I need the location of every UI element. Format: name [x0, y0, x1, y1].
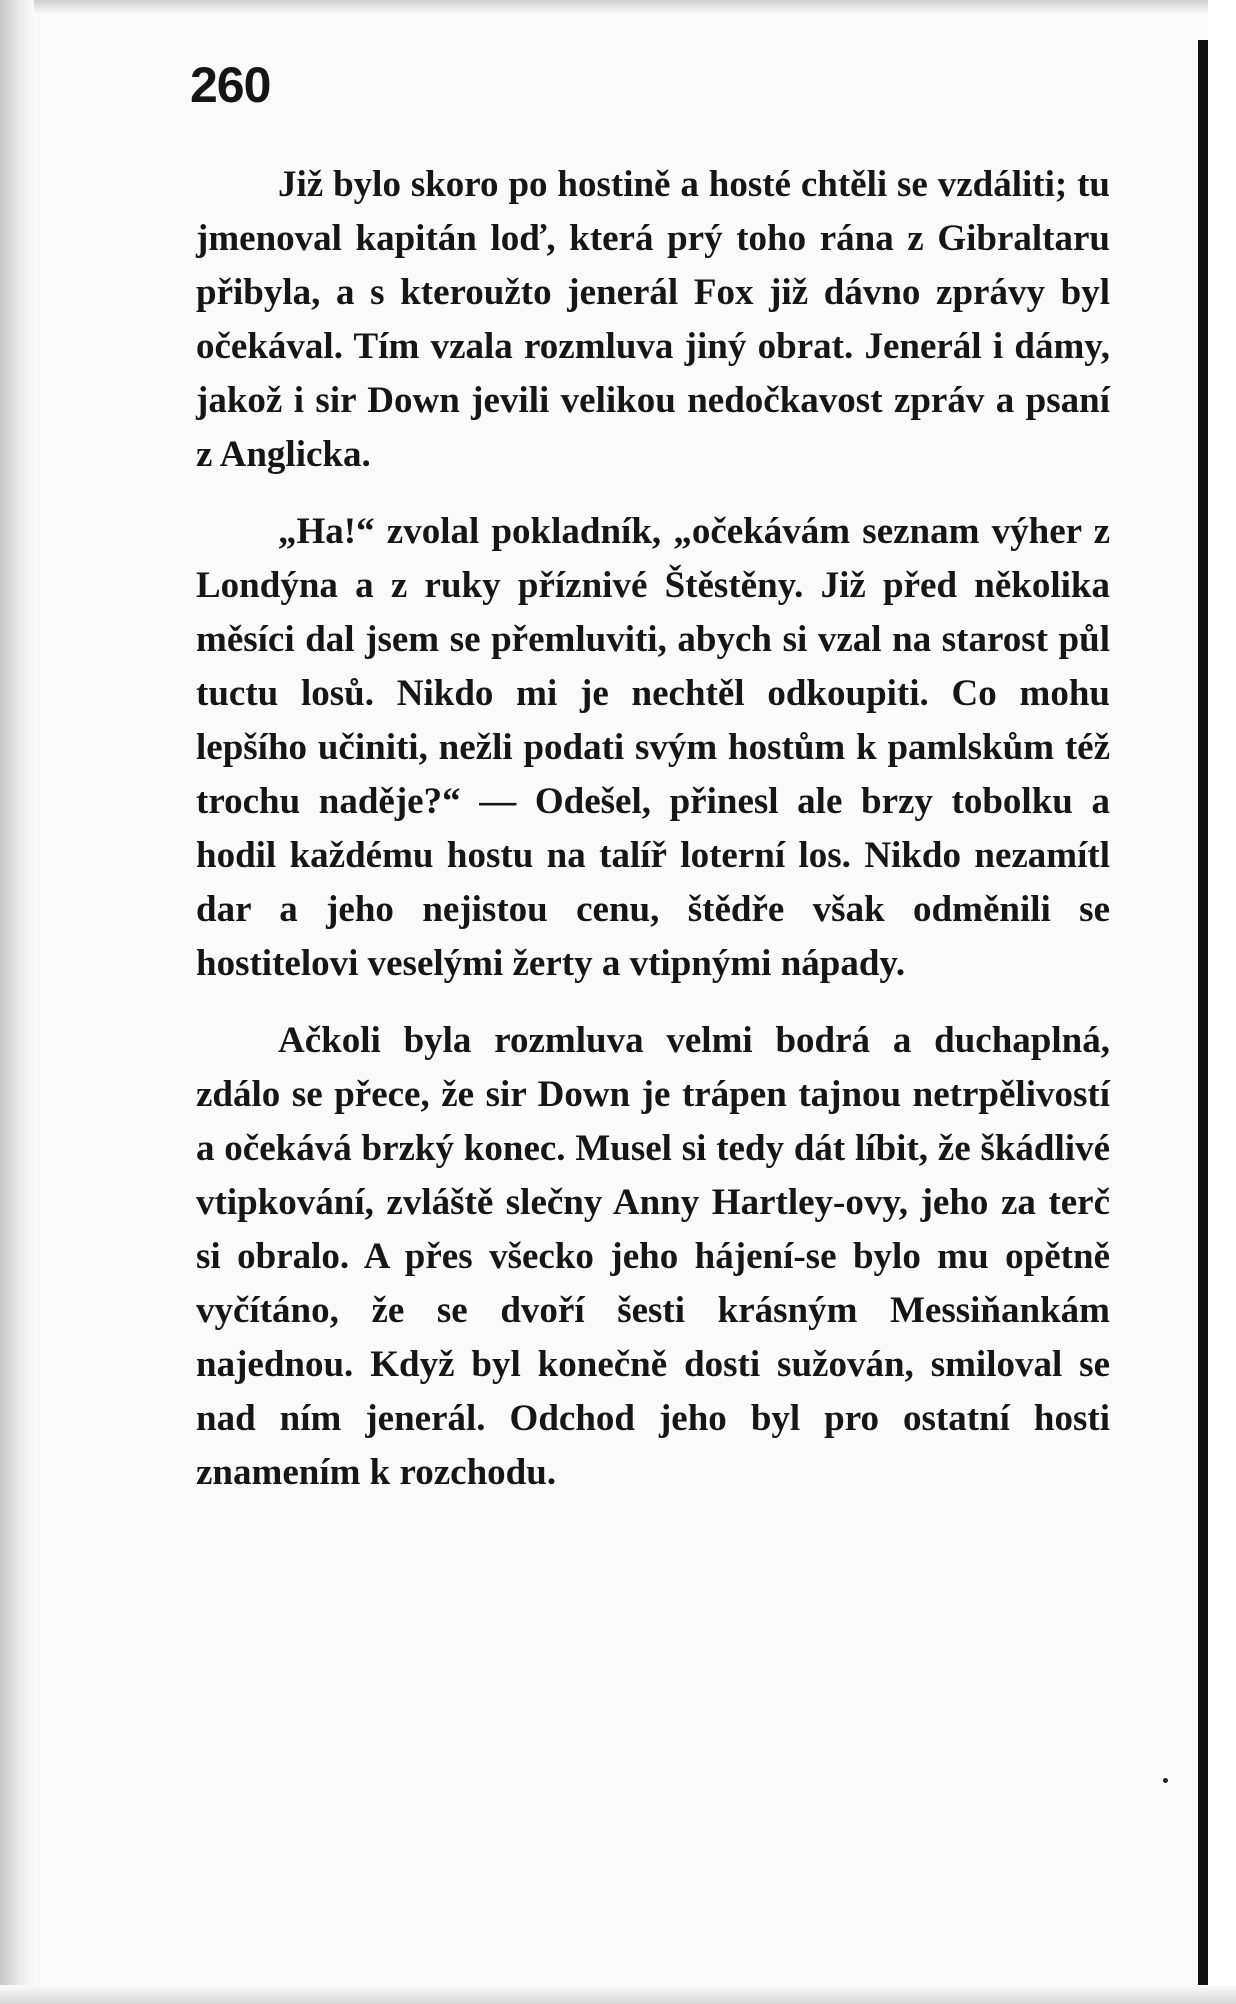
ink-speck — [1163, 1778, 1168, 1783]
page-bottom-edge-shadow — [0, 1985, 1236, 2004]
paragraph-3: Ačkoli byla rozmluva velmi bodrá a duchaplná, zdálo se přece, že sir Down je trápen tajnou netrpělivostí a očekává brzký konec. Musel si tedy dát líbit, že škádlivé vtipkování, zvláště slečny Anny Hartley-ovy, jeho za terč si obralo. A přes všecko jeho hájení-se bylo mu opětně vyčítáno, že se dvoří šesti krásným Messiňankám najednou. Když byl konečně dosti sužován, smiloval se nad ním jenerál. Odchod jeho byl pro ostatní hosti znamením k rozchodu. — [196, 1020, 1110, 1493]
page-left-edge-shadow — [0, 0, 34, 2004]
page-top-edge-shadow — [0, 0, 1236, 14]
page-right-margin — [1208, 0, 1236, 2004]
body-text — [196, 158, 1110, 1500]
page-right-border — [1198, 40, 1208, 2004]
page-number: 260 — [190, 57, 271, 113]
paragraph-2: „Ha!“ zvolal pokladník, „očekávám seznam výher z Londýna a z ruky příznivé Štěstěny. Již před několika měsíci dal jsem se přemluviti, abych si vzal na starost půl tuctu losů. Nikdo mi je nechtěl odkoupiti. Co mohu lepšího učiniti, nežli podati svým hostům k pamlskům též trochu naděje?“ — Odešel, přinesl ale brzy tobolku a hodil každému hostu na talíř loterní los. Nikdo nezamítl dar a jeho nejistou cenu, štědře však odměnili se hostitelovi veselými žerty a vtipnými nápady. — [196, 511, 1110, 984]
paragraph-1: Již bylo skoro po hostině a hosté chtěli se vzdáliti; tu jmenoval kapitán loď, která prý toho rána z Gibraltaru přibyla, a s kteroužto jenerál Fox již dávno zprávy byl očekával. Tím vzala rozmluva jiný obrat. Jenerál i dámy, jakož i sir Down jevili velikou nedočkavost zpráv a psaní z Anglicka. — [196, 164, 1110, 475]
